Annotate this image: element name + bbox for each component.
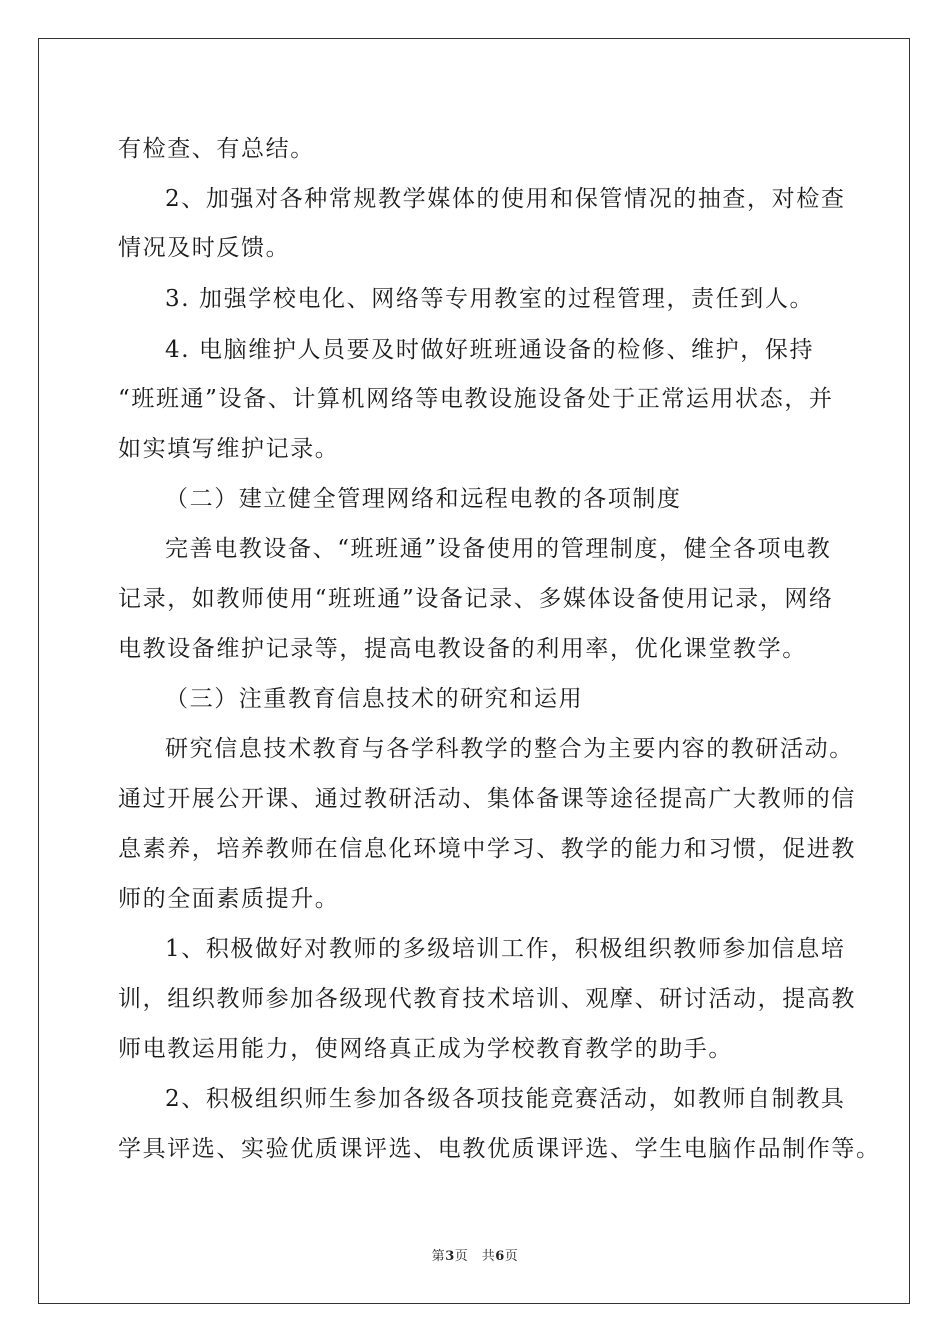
footer-total-pages: 6: [495, 1249, 505, 1264]
text-line: 有检查、有总结。: [118, 136, 315, 162]
text-line: 通过开展公开课、通过教研活动、集体备课等途径提高广大教师的信: [118, 786, 856, 812]
text-line: 息素养，培养教师在信息化环境中学习、教学的能力和习惯，促进教: [118, 836, 856, 862]
text-line: 师的全面素质提升。: [118, 886, 340, 912]
section-heading: （三）注重教育信息技术的研究和运用: [165, 686, 584, 712]
footer-page-number: 3: [445, 1249, 455, 1264]
text-line: 记录，如教师使用“班班通”设备记录、多媒体设备使用记录，网络: [118, 586, 834, 612]
text-line: 师电教运用能力，使网络真正成为学校教育教学的助手。: [118, 1036, 733, 1062]
text-line: 2、积极组织师生参加各级各项技能竞赛活动，如教师自制教具: [165, 1086, 846, 1112]
footer-page-suffix: 页: [504, 1249, 519, 1264]
text-line: 3. 加强学校电化、网络等专用教室的过程管理，责任到人。: [165, 286, 815, 312]
section-heading: （二）建立健全管理网络和远程电教的各项制度: [165, 486, 682, 512]
text-line: 4. 电脑维护人员要及时做好班班通设备的检修、维护，保持: [165, 337, 815, 363]
text-line: “班班通”设备、计算机网络等电教设施设备处于正常运用状态，并: [118, 386, 834, 412]
footer-page-prefix: 第: [431, 1249, 446, 1264]
text-line: 情况及时反馈。: [118, 235, 291, 261]
page-footer: [0, 1245, 950, 1264]
footer-page-mid: 页 共: [454, 1249, 496, 1264]
text-line: 2、加强对各种常规教学媒体的使用和保管情况的抽查，对检查: [165, 186, 846, 212]
text-line: 研究信息技术教育与各学科教学的整合为主要内容的教研活动。: [165, 736, 854, 762]
text-line: 完善电教设备、“班班通”设备使用的管理制度，健全各项电教: [165, 536, 832, 562]
page-border: [38, 38, 910, 1304]
text-line: 电教设备维护记录等，提高电教设备的利用率，优化课堂教学。: [118, 636, 807, 662]
text-line: 1、积极做好对教师的多级培训工作，积极组织教师参加信息培: [165, 936, 846, 962]
text-line: 学具评选、实验优质课评选、电教优质课评选、学生电脑作品制作等。: [118, 1136, 881, 1162]
text-line: 如实填写维护记录。: [118, 436, 340, 462]
text-line: 训，组织教师参加各级现代教育技术培训、观摩、研讨活动，提高教: [118, 986, 856, 1012]
